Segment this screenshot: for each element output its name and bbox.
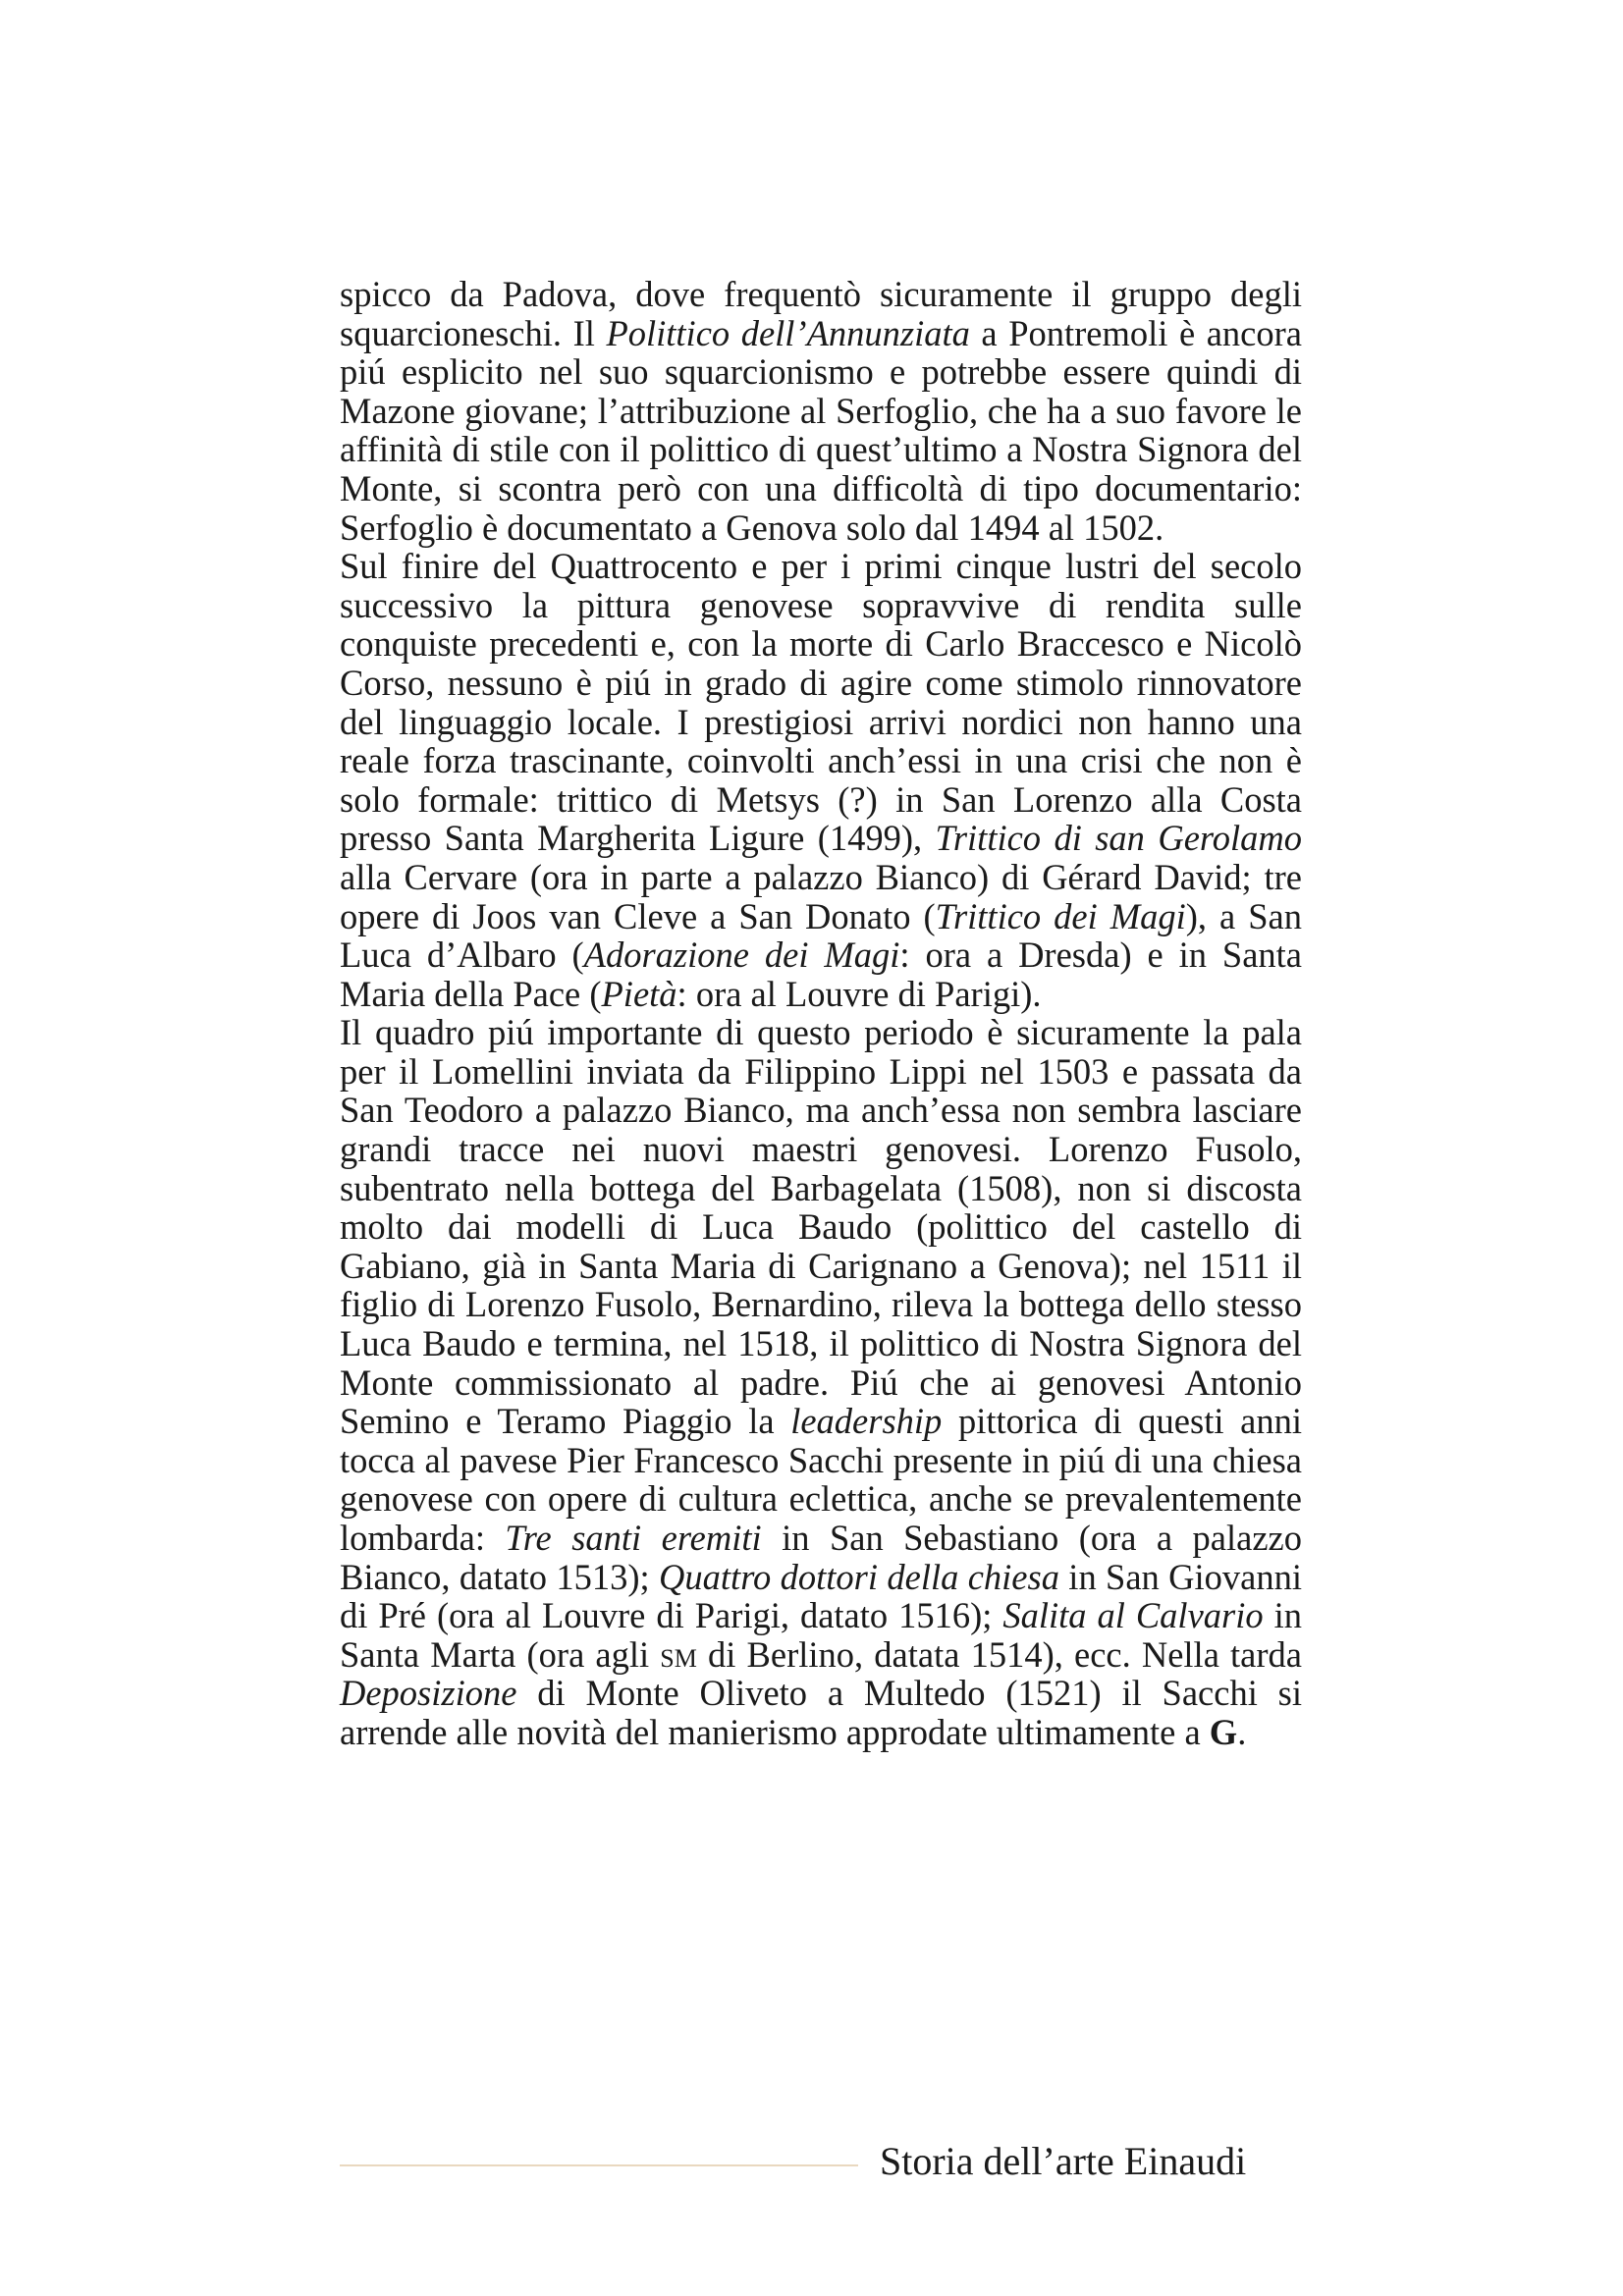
text-run: alla Cervare (ora in parte a palazzo Bianco) di Gérard David; tre opere di Joos van Cleve a San Donato ( (340, 856, 1302, 936)
italic-run: Quattro dottori della chiesa (659, 1556, 1059, 1597)
text-run: Sul finire del Quattrocento e per i primi cinque lustri del secolo successivo la pittura genovese sopravvive di rendita sulle conquiste precedenti e, con la morte di Carlo Braccesco e Nicolò Corso, nessuno è piú in grado di agire come stimolo rinnovatore del linguaggio locale. I prestigiosi arrivi nordici non hanno una reale forza trascinante, coinvolti anch’essi in una crisi che non è solo formale: trittico di Metsys (?) in San Lorenzo alla Costa presso Santa Margherita Ligure (1499), (340, 546, 1302, 859)
italic-run: Deposizione (340, 1673, 517, 1714)
footer-title: Storia dell’arte Einaudi (880, 2139, 1247, 2183)
text-run: in San Sebastiano (ora a palazzo Bianco, datato 1513); (340, 1518, 1302, 1597)
body-text (340, 275, 1302, 1752)
paragraph (340, 1013, 1302, 1751)
italic-run: Salita al Calvario (1002, 1595, 1264, 1636)
text-run: di Berlino, datata 1514), ecc. Nella tarda (696, 1633, 1302, 1675)
text-run: spicco da Padova, dove frequentò sicuramente il gruppo degli squarcioneschi. Il (340, 274, 1302, 353)
paragraph (340, 275, 1302, 547)
bold-run: G (1209, 1711, 1238, 1752)
text-run: di Monte Oliveto a Multedo (1521) il Sacchi si arrende alle novità del manierismo approdate ultimamente a (340, 1673, 1302, 1752)
text-run: ), a San Luca d’Albaro ( (340, 895, 1302, 976)
smallcaps-run: sm (660, 1633, 697, 1675)
footer-rule (340, 2164, 858, 2166)
italic-run: Trittico di san Gerolamo (935, 818, 1302, 859)
text-run: . (1237, 1711, 1247, 1752)
text-run: Il quadro piú importante di questo periodo è sicuramente la pala per il Lomellini inviata da Filippino Lippi nel 1503 e passata da San Teodoro a palazzo Bianco, ma anch’essa non sembra lasciare grandi tracce nei nuovi maestri genovesi. Lorenzo Fusolo, subentrato nella bottega del Barbagelata (1508), non si discosta molto dai modelli di Luca Baudo (polittico del castello di Gabiano, già in Santa Maria di Carignano a Genova); nel 1511 il figlio di Lorenzo Fusolo, Bernardino, rileva la bottega dello stesso Luca Baudo e termina, nel 1518, il polittico di Nostra Signora del Monte commissionato al padre. Piú che ai genovesi Antonio Semino e Teramo Piaggio la (340, 1012, 1302, 1442)
italic-run: Adorazione dei Magi (583, 934, 900, 976)
italic-run: leadership (790, 1401, 943, 1442)
italic-run: Pietà (601, 973, 677, 1014)
text-run: : ora a Dresda) e in Santa Maria della Pace ( (340, 934, 1302, 1014)
text-run: pittorica di questi anni tocca al pavese Pier Francesco Sacchi presente in piú di una chiesa genovese con opere di cultura eclettica, anche se prevalentemente lombarda: (340, 1401, 1303, 1558)
text-run: in Santa Marta (ora agli (340, 1595, 1302, 1675)
text-run: : ora al Louvre di Parigi). (676, 973, 1042, 1014)
italic-run: Polittico dell’Annunziata (606, 312, 970, 353)
text-run: in San Giovanni di Pré (ora al Louvre di Parigi, datato 1516); (340, 1556, 1302, 1636)
paragraph (340, 547, 1302, 1013)
text-run: a Pontremoli è ancora piú esplicito nel suo squarcionismo e potrebbe essere quindi di Mazone giovane; l’attribuzione al Serfoglio, che ha a suo favore le affinità di stile con il polittico di quest’ultimo a Nostra Signora del Monte, si scontra però con una difficoltà di tipo documentario: Serfoglio è documentato a Genova solo dal 1494 al 1502. (340, 312, 1302, 548)
italic-run: Trittico dei Magi (935, 895, 1186, 936)
italic-run: Tre santi eremiti (505, 1518, 762, 1558)
